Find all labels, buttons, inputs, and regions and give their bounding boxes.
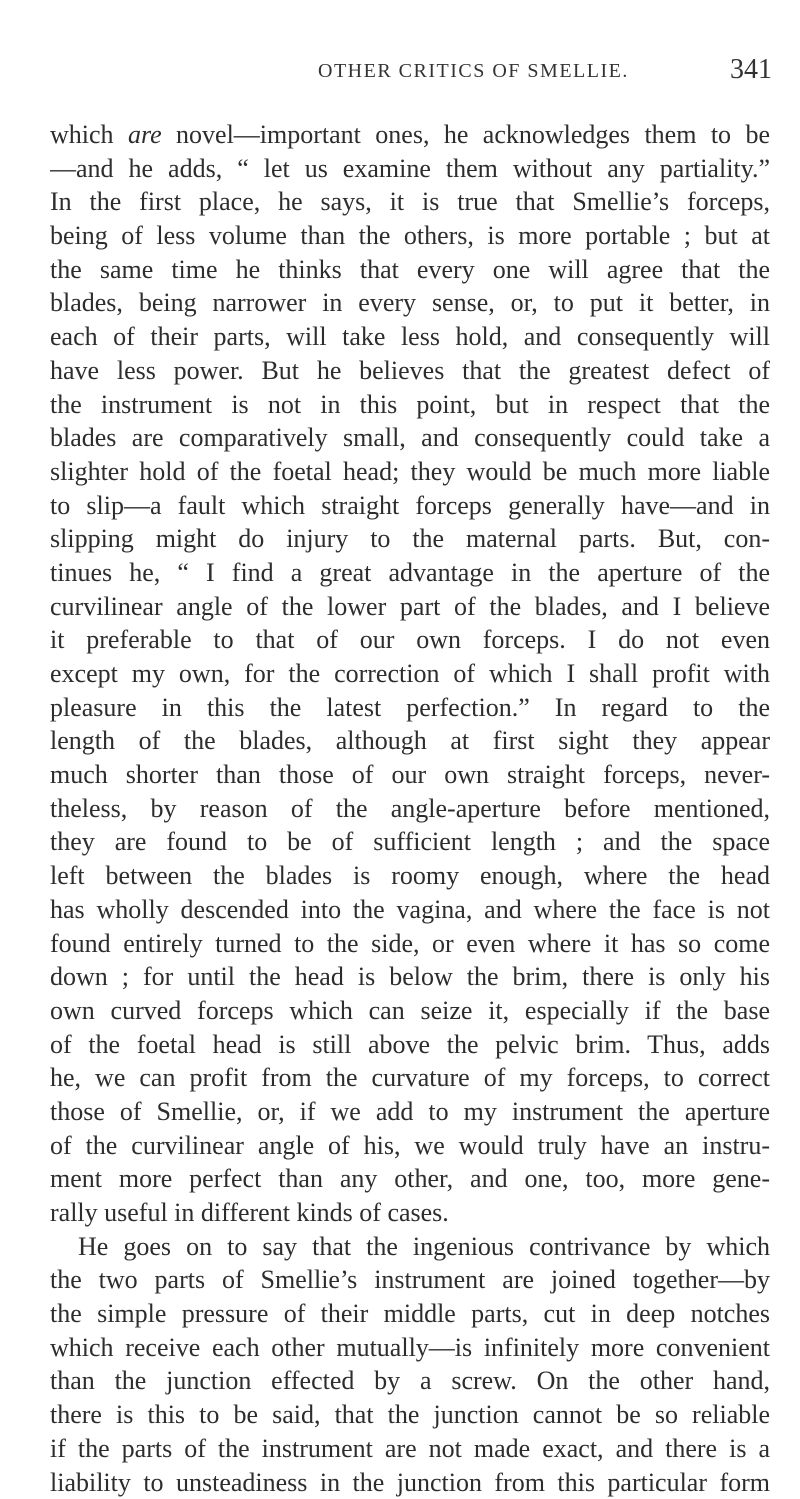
text-line: it preferable to that of our own forceps. I do not even bbox=[50, 623, 770, 657]
text-line: the two parts of Smellie’s instrument are joined together—by bbox=[50, 1263, 770, 1297]
text-line: found entirely turned to the side, or even where it has so come bbox=[50, 927, 770, 961]
text-line: being of less volume than the others, is more portable ; but at bbox=[50, 219, 770, 253]
text-line: theless, by reason of the angle-aperture before mentioned, bbox=[50, 792, 770, 826]
body-text bbox=[50, 118, 770, 1499]
text-line: to slip—a fault which straight forceps generally have—and in bbox=[50, 489, 770, 523]
text-line: In the first place, he says, it is true that Smellie’s forceps, bbox=[50, 185, 770, 219]
text-line: much shorter than those of our own straight forceps, never- bbox=[50, 758, 770, 792]
text-line: of the foetal head is still above the pelvic brim. Thus, adds bbox=[50, 1028, 770, 1062]
text-line: left between the blades is roomy enough, where the head bbox=[50, 859, 770, 893]
text-line: length of the blades, although at first sight they appear bbox=[50, 724, 770, 758]
text-line: which receive each other mutually—is infinitely more convenient bbox=[50, 1331, 770, 1365]
text-line: rally useful in different kinds of cases. bbox=[50, 1196, 770, 1230]
text-line: they are found to be of sufficient length ; and the space bbox=[50, 825, 770, 859]
page-number: 341 bbox=[730, 54, 772, 86]
text-line: slighter hold of the foetal head; they would be much more liable bbox=[50, 455, 770, 489]
text-line: the instrument is not in this point, but in respect that the bbox=[50, 388, 770, 422]
text-line: blades are comparatively small, and consequently could take a bbox=[50, 421, 770, 455]
text-line: the same time he thinks that every one will agree that the bbox=[50, 253, 770, 287]
text-line: ment more perfect than any other, and one, too, more gene- bbox=[50, 1162, 770, 1196]
text-line: the simple pressure of their middle parts, cut in deep notches bbox=[50, 1297, 770, 1331]
text-line: he, we can profit from the curvature of my forceps, to correct bbox=[50, 1061, 770, 1095]
text-line: there is this to be said, that the junction cannot be so reliable bbox=[50, 1398, 770, 1432]
text-line: except my own, for the correction of which I shall profit with bbox=[50, 657, 770, 691]
text-line: —and he adds, “ let us examine them without any partiality.” bbox=[50, 152, 770, 186]
text-line: curvilinear angle of the lower part of the blades, and I believe bbox=[50, 590, 770, 624]
text-line: have less power. But he believes that the greatest defect of bbox=[50, 354, 770, 388]
text-line: if the parts of the instrument are not made exact, and there is a bbox=[50, 1432, 770, 1466]
text-line: pleasure in this the latest perfection.” In regard to the bbox=[50, 691, 770, 725]
text-line: than the junction effected by a screw. On the other hand, bbox=[50, 1364, 770, 1398]
text-line: blades, being narrower in every sense, or, to put it better, in bbox=[50, 286, 770, 320]
emphasis: are bbox=[128, 120, 162, 149]
text-line: down ; for until the head is below the brim, there is only his bbox=[50, 960, 770, 994]
text-line: own curved forceps which can seize it, especially if the base bbox=[50, 994, 770, 1028]
text-line: those of Smellie, or, if we add to my instrument the aperture bbox=[50, 1095, 770, 1129]
text-line: tinues he, “ I find a great advantage in the aperture of the bbox=[50, 556, 770, 590]
text-line: slipping might do injury to the maternal parts. But, con- bbox=[50, 522, 770, 556]
text-line: liability to unsteadiness in the junction from this particular form bbox=[50, 1466, 770, 1499]
running-title: OTHER CRITICS OF SMELLIE. bbox=[318, 60, 629, 83]
text-line: has wholly descended into the vagina, and where the face is not bbox=[50, 893, 770, 927]
text-line: which are novel—important ones, he acknowledges them to be bbox=[50, 118, 770, 152]
text-line: each of their parts, will take less hold, and consequently will bbox=[50, 320, 770, 354]
text-line: of the curvilinear angle of his, we would truly have an instru- bbox=[50, 1129, 770, 1163]
text-line: He goes on to say that the ingenious contrivance by which bbox=[50, 1230, 770, 1264]
